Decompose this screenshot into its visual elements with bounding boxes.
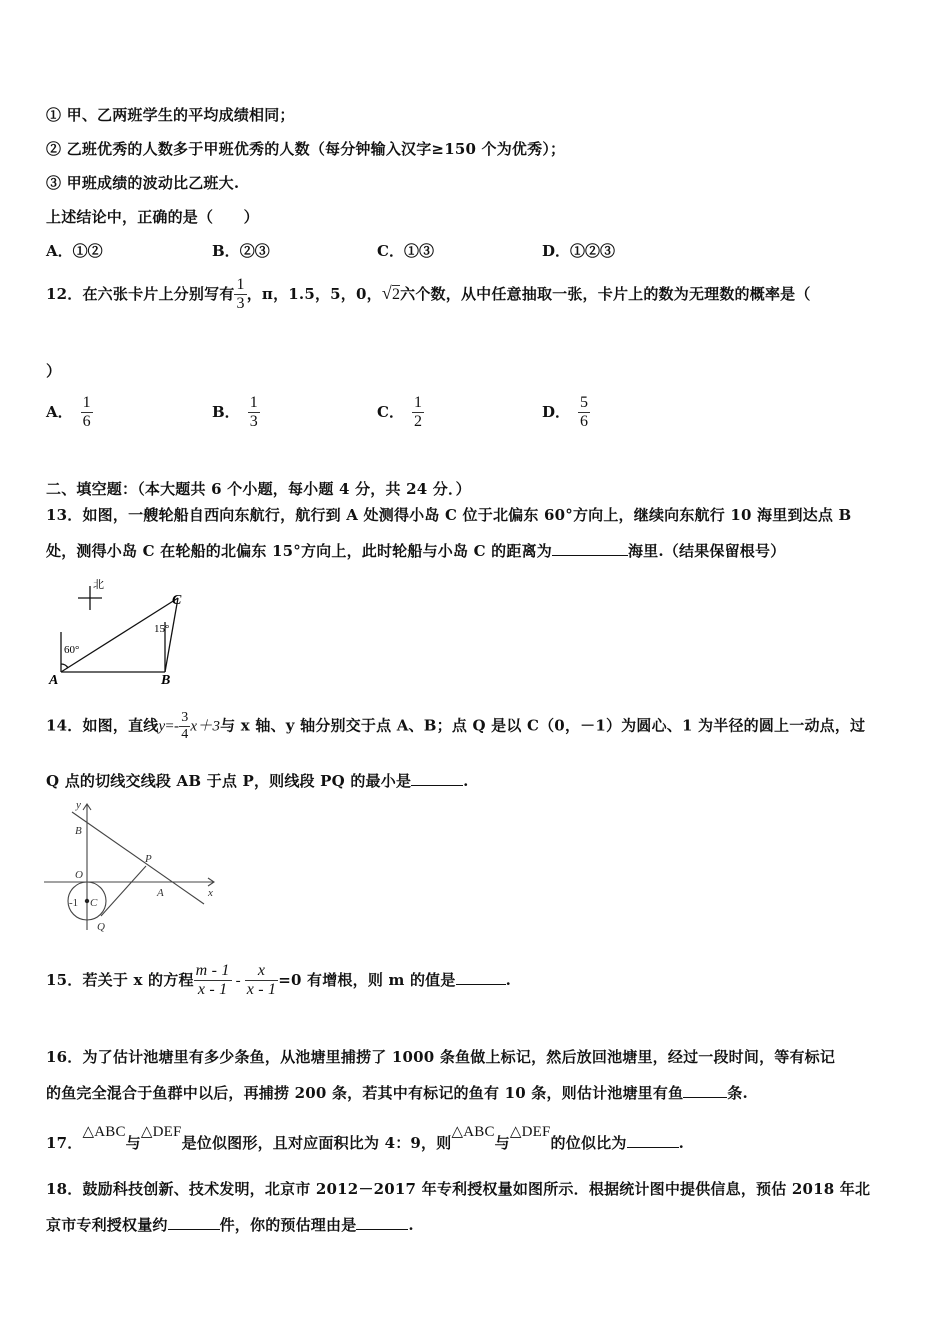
point-c-label: C [90,897,98,909]
q16-line-2: 的鱼完全混合于鱼群中以后，再捕捞 200 条，若其中有标记的鱼有 10 条，则估计池塘里有鱼 条. [46,1084,748,1102]
q15-fraction-1: $\frac{m - 1}{x - 1}$ [195,962,230,999]
q11-statement-2: ② 乙班优秀的人数多于甲班优秀的人数（每分钟输入汉字≥150 个为优秀）； [46,140,566,158]
point-b-label: B [75,825,82,837]
point-a-label: A [49,673,59,688]
tangent-pq [101,866,146,916]
q12-close-paren: ） [46,362,62,380]
q18-line-2: 京市专利授权量约 件，你的预估理由是 . [46,1216,414,1234]
answer-blank[interactable] [627,1135,679,1148]
angle-15-label: 15° [154,623,170,635]
neg-one-label: -1 [69,897,79,909]
q11-statement-3: ③ 甲班成绩的波动比乙班大. [46,174,240,192]
angle-arc-a [61,664,68,668]
answer-blank[interactable] [411,773,463,786]
q12-option-d[interactable]: D． $\frac{5}{6}$ [542,394,589,431]
q12-option-a[interactable]: A． $\frac{1}{6}$ [46,394,91,431]
section-2-title: 二、填空题：（本大题共 6 个小题，每小题 4 分，共 24 分．） [46,480,471,498]
q11-option-d[interactable]: D．①②③ [542,242,616,260]
q15-fraction-2: $\frac{x}{x - 1}$ [246,962,277,999]
q12-option-c[interactable]: C． $\frac{1}{2}$ [377,394,422,431]
north-label: 北 [93,578,104,591]
q13-line-2: 处，测得小岛 C 在轮船的北偏东 15°方向上，此时轮船与小岛 C 的距离为 海里.（结果保留根号） [46,542,786,560]
q13-figure [44,576,194,688]
q11-option-a[interactable]: A．①② [46,242,103,260]
segment-bc [165,598,178,672]
q14-stem: 14．如图，直线y=- $\frac{3}{4}$ x＋3与 x 轴、y 轴分别交于点 A、B；点 Q 是以 C（0，－1）为圆心、1 为半径的圆上一动点，过 [46,710,866,743]
answer-blank[interactable] [356,1217,408,1230]
sqrt-value: 2 [391,285,401,303]
center-c-dot [85,899,89,903]
answer-blank[interactable] [456,972,506,985]
segment-ac [61,598,178,672]
q17-stem: 17．△ABC与△DEF是位似图形，且对应面积比为 4：9，则△ABC与△DEF的位似比为 . [46,1124,684,1152]
x-axis-label: x [208,887,213,899]
point-a-label: A [157,887,164,899]
q15-stem: 15．若关于 x 的方程 $\frac{m - 1}{x - 1}$ - $\frac{x}{x - 1}$ =0 有增根，则 m 的值是 . [46,962,511,999]
sqrt-symbol: √ [381,282,392,303]
q12-option-b[interactable]: B． $\frac{1}{3}$ [212,394,258,431]
q11-option-b[interactable]: B．②③ [212,242,270,260]
answer-blank[interactable] [683,1085,727,1098]
q11-statement-1: ① 甲、乙两班学生的平均成绩相同； [46,106,295,124]
answer-blank[interactable] [168,1217,220,1230]
q12-stem: 12．在六张卡片上分别写有 $\frac{1}{3}$ ，π，1.5，5，0，√2六个数，从中任意抽取一张，卡片上的数为无理数的概率是（ [46,276,811,313]
point-q-label: Q [97,921,105,933]
q13-line-1: 13．如图，一艘轮船自西向东航行，航行到 A 处测得小岛 C 位于北偏东 60°方向上，继续向东航行 10 海里到达点 B [46,506,852,524]
q14-line-2: Q 点的切线交线段 AB 于点 P，则线段 PQ 的最小是 . [46,772,469,790]
answer-blank[interactable] [552,543,628,556]
q14-figure [44,800,220,944]
q18-line-1: 18．鼓励科技创新、技术发明，北京市 2012－2017 年专利授权量如图所示．根据统计图中提供信息，预估 2018 年北 [46,1180,871,1198]
point-b-label: B [161,673,171,688]
q11-stem: 上述结论中，正确的是（ ） [46,208,259,226]
point-p-label: P [145,853,152,865]
q14-slope-fraction: $\frac{3}{4}$ [181,710,189,743]
origin-label: O [75,869,83,881]
q11-option-c[interactable]: C．①③ [377,242,434,260]
y-axis-label: y [76,800,81,811]
point-c-label: C [172,593,182,608]
q12-fraction: $\frac{1}{3}$ [236,276,245,313]
angle-60-label: 60° [64,644,80,656]
line-ab [72,812,204,904]
q16-line-1: 16．为了估计池塘里有多少条鱼，从池塘里捕捞了 1000 条鱼做上标记，然后放回池塘里，经过一段时间，等有标记 [46,1048,836,1066]
